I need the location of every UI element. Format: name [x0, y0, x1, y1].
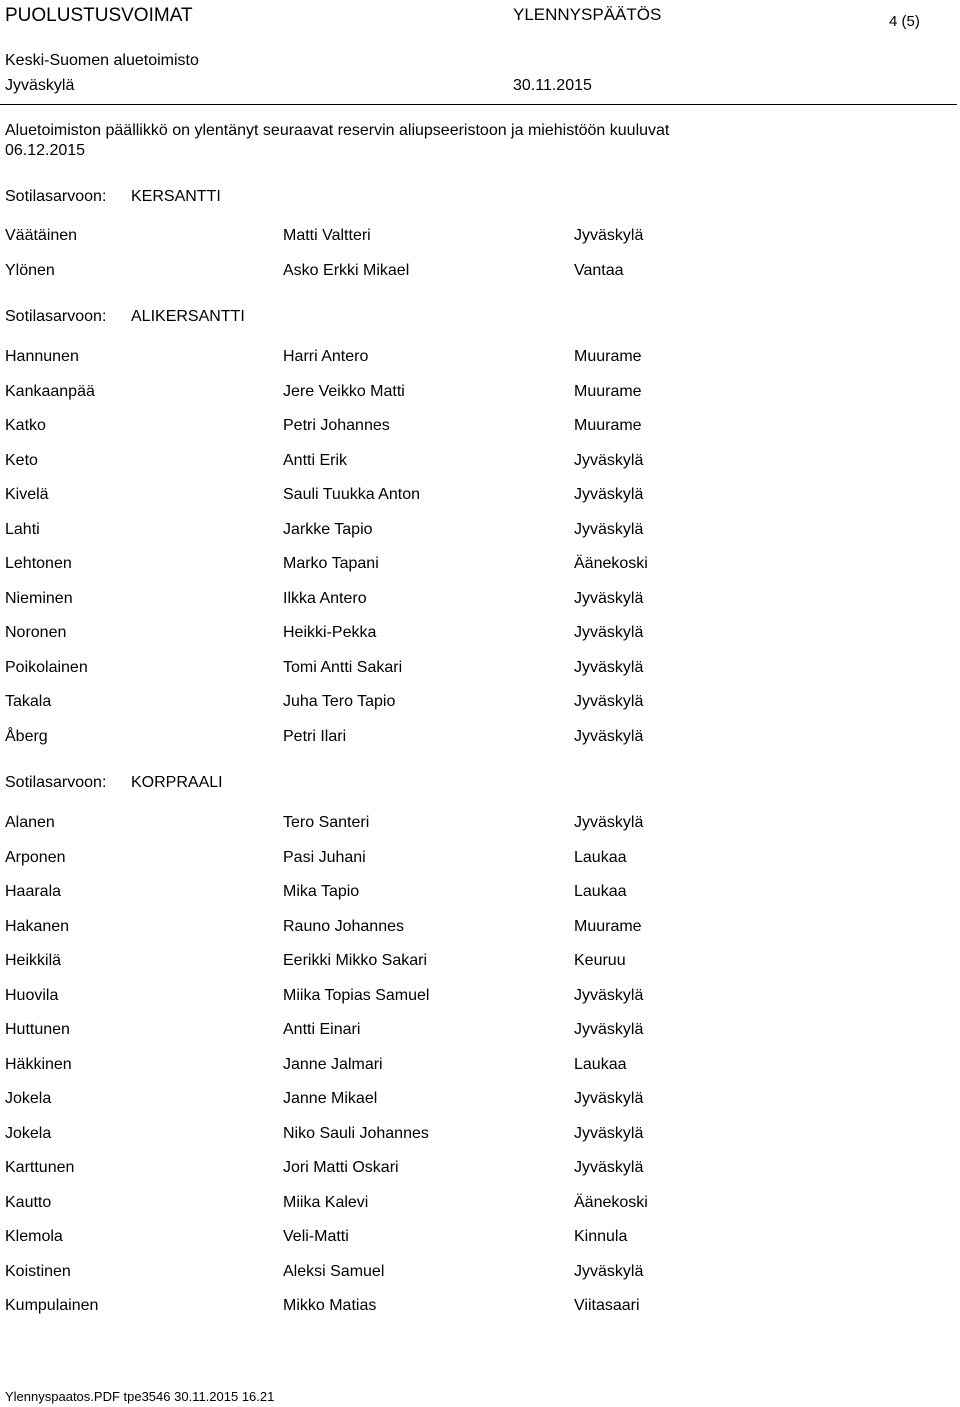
list-row	[5, 659, 955, 681]
document-date: 30.11.2015	[513, 77, 592, 94]
municipality: Jyväskylä	[574, 1090, 644, 1107]
list-row	[5, 1194, 955, 1216]
organization-name: PUOLUSTUSVOIMAT	[5, 5, 193, 26]
municipality: Jyväskylä	[574, 1159, 644, 1176]
surname: Huovila	[5, 987, 59, 1004]
municipality: Äänekoski	[574, 555, 648, 572]
surname: Nieminen	[5, 590, 73, 607]
surname: Alanen	[5, 814, 55, 831]
surname: Katko	[5, 417, 46, 434]
list-row	[5, 849, 955, 871]
first-names: Aleksi Samuel	[283, 1263, 385, 1280]
first-names: Marko Tapani	[283, 555, 379, 572]
surname: Åberg	[5, 728, 48, 745]
list-row	[5, 1297, 955, 1319]
municipality: Laukaa	[574, 849, 627, 866]
municipality: Jyväskylä	[574, 987, 644, 1004]
list-row	[5, 952, 955, 974]
first-names: Heikki-Pekka	[283, 624, 377, 641]
municipality: Laukaa	[574, 1056, 627, 1073]
municipality: Jyväskylä	[574, 728, 644, 745]
list-row	[5, 262, 955, 284]
surname: Kivelä	[5, 486, 49, 503]
municipality: Jyväskylä	[574, 624, 644, 641]
surname: Karttunen	[5, 1159, 75, 1176]
first-names: Sauli Tuukka Anton	[283, 486, 420, 503]
list-row	[5, 987, 955, 1009]
surname: Häkkinen	[5, 1056, 72, 1073]
intro-text: Aluetoimiston päällikkö on ylentänyt seuraavat reservin aliupseeristoon ja miehistöön kuuluvat 06.12.2015	[5, 122, 670, 159]
list-row	[5, 1056, 955, 1078]
surname: Hakanen	[5, 918, 70, 935]
list-row	[5, 814, 955, 836]
municipality: Äänekoski	[574, 1194, 648, 1211]
list-row	[5, 883, 955, 905]
list-row	[5, 693, 955, 715]
municipality: Muurame	[574, 417, 642, 434]
first-names: Mika Tapio	[283, 883, 360, 900]
surname: Klemola	[5, 1228, 63, 1245]
list-row	[5, 452, 955, 474]
list-row	[5, 1228, 955, 1250]
list-row	[5, 728, 955, 750]
first-names: Tomi Antti Sakari	[283, 659, 403, 676]
municipality: Keuruu	[574, 952, 626, 969]
municipality: Jyväskylä	[574, 486, 644, 503]
surname: Huttunen	[5, 1021, 70, 1038]
first-names: Pasi Juhani	[283, 849, 366, 866]
first-names: Jarkke Tapio	[283, 521, 373, 538]
list-row	[5, 555, 955, 577]
first-names: Jori Matti Oskari	[283, 1159, 399, 1176]
surname: Koistinen	[5, 1263, 71, 1280]
first-names: Matti Valtteri	[283, 227, 371, 244]
surname: Kumpulainen	[5, 1297, 99, 1314]
first-names: Rauno Johannes	[283, 918, 404, 935]
municipality: Viitasaari	[574, 1297, 640, 1314]
surname: Takala	[5, 693, 52, 710]
surname: Arponen	[5, 849, 66, 866]
municipality: Jyväskylä	[574, 659, 644, 676]
first-names: Asko Erkki Mikael	[283, 262, 410, 279]
surname: Keto	[5, 452, 38, 469]
first-names: Eerikki Mikko Sakari	[283, 952, 428, 969]
list-row	[5, 1159, 955, 1181]
municipality: Jyväskylä	[574, 693, 644, 710]
rank-label: Sotilasarvoon:	[5, 188, 107, 205]
list-row	[5, 227, 955, 249]
list-row	[5, 624, 955, 646]
page-number: 4 (5)	[889, 13, 920, 30]
municipality: Kinnula	[574, 1228, 628, 1245]
municipality: Jyväskylä	[574, 521, 644, 538]
rank-label: Sotilasarvoon:	[5, 308, 107, 325]
surname: Jokela	[5, 1125, 52, 1142]
rank-value: KORPRAALI	[131, 774, 223, 791]
document-type: YLENNYSPÄÄTÖS	[513, 5, 662, 24]
surname: Väätäinen	[5, 227, 78, 244]
first-names: Veli-Matti	[283, 1228, 349, 1245]
list-row	[5, 1021, 955, 1043]
municipality: Vantaa	[574, 262, 624, 279]
header-city: Jyväskylä	[5, 77, 75, 94]
list-row	[5, 348, 955, 370]
surname: Lehtonen	[5, 555, 72, 572]
list-row	[5, 1263, 955, 1285]
first-names: Janne Mikael	[283, 1090, 378, 1107]
list-row	[5, 918, 955, 940]
municipality: Muurame	[574, 383, 642, 400]
municipality: Jyväskylä	[574, 590, 644, 607]
first-names: Ilkka Antero	[283, 590, 367, 607]
rank-value: KERSANTTI	[131, 188, 221, 205]
first-names: Juha Tero Tapio	[283, 693, 396, 710]
list-row	[5, 590, 955, 612]
list-row	[5, 486, 955, 508]
list-row	[5, 521, 955, 543]
rank-label: Sotilasarvoon:	[5, 774, 107, 791]
office-name: Keski-Suomen aluetoimisto	[5, 52, 199, 69]
municipality: Jyväskylä	[574, 1263, 644, 1280]
list-row	[5, 383, 955, 405]
header-divider	[0, 104, 957, 105]
first-names: Janne Jalmari	[283, 1056, 383, 1073]
surname: Lahti	[5, 521, 40, 538]
municipality: Jyväskylä	[574, 814, 644, 831]
first-names: Niko Sauli Johannes	[283, 1125, 429, 1142]
first-names: Miika Topias Samuel	[283, 987, 430, 1004]
list-row	[5, 417, 955, 439]
surname: Kautto	[5, 1194, 52, 1211]
municipality: Jyväskylä	[574, 1125, 644, 1142]
first-names: Jere Veikko Matti	[283, 383, 405, 400]
municipality: Muurame	[574, 918, 642, 935]
surname: Kankaanpää	[5, 383, 95, 400]
first-names: Petri Ilari	[283, 728, 347, 745]
municipality: Laukaa	[574, 883, 627, 900]
list-row	[5, 1090, 955, 1112]
surname: Noronen	[5, 624, 67, 641]
municipality: Muurame	[574, 348, 642, 365]
surname: Heikkilä	[5, 952, 62, 969]
first-names: Antti Erik	[283, 452, 348, 469]
first-names: Harri Antero	[283, 348, 369, 365]
surname: Hannunen	[5, 348, 79, 365]
first-names: Petri Johannes	[283, 417, 390, 434]
surname: Jokela	[5, 1090, 52, 1107]
first-names: Tero Santeri	[283, 814, 370, 831]
surname: Poikolainen	[5, 659, 88, 676]
document-footer: Ylennyspaatos.PDF tpe3546 30.11.2015 16.21	[5, 1389, 275, 1404]
surname: Ylönen	[5, 262, 55, 279]
municipality: Jyväskylä	[574, 227, 644, 244]
first-names: Miika Kalevi	[283, 1194, 369, 1211]
first-names: Antti Einari	[283, 1021, 361, 1038]
municipality: Jyväskylä	[574, 1021, 644, 1038]
first-names: Mikko Matias	[283, 1297, 377, 1314]
surname: Haarala	[5, 883, 62, 900]
list-row	[5, 1125, 955, 1147]
rank-value: ALIKERSANTTI	[131, 308, 245, 325]
municipality: Jyväskylä	[574, 452, 644, 469]
